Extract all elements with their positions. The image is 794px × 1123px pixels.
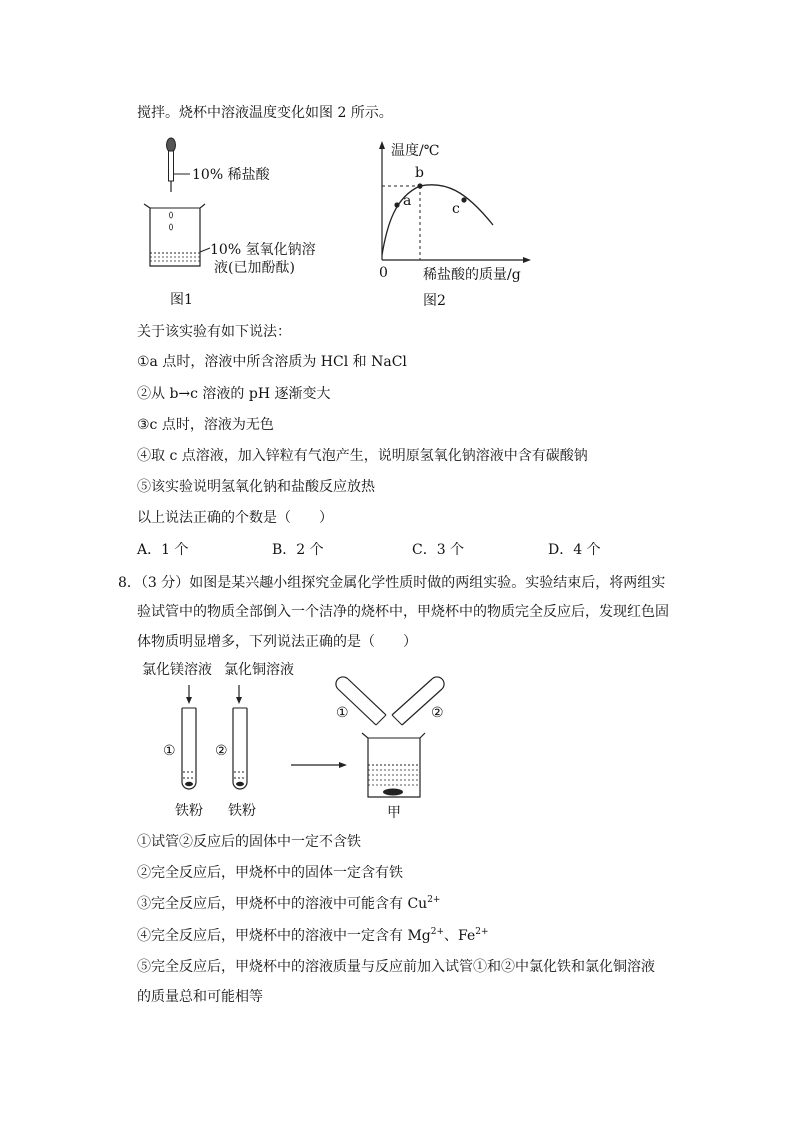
dropper-bulb (167, 138, 176, 152)
tube-2-marker: ② (215, 743, 228, 759)
q8-stem-line2: 验试管中的物质全部倒入一个洁净的烧杯中，甲烧杯中的物质完全反应后，发现红色固 (137, 604, 669, 620)
q8-statement-5-line2: 的质量总和可能相等 (137, 989, 263, 1005)
beaker-label: 甲 (387, 805, 401, 821)
q8-statement-2: ②完全反应后，甲烧杯中的固体一定含有铁 (137, 865, 403, 881)
point-c (461, 197, 466, 202)
q8-statement-4: ④完全反应后，甲烧杯中的溶液中一定含有 $Mg^{2+}$、$Fe^{2+}$ (137, 927, 489, 944)
test-tube-1 (182, 708, 196, 789)
q8-stem-line3: 体物质明显增多，下列说法正确的是（ ） (137, 634, 417, 650)
fig1-caption: 图1 (170, 292, 193, 308)
beaker-solid (383, 789, 403, 796)
point-b (417, 183, 422, 188)
q7-question: 以上说法正确的个数是（ ） (137, 510, 333, 526)
q8-statement-3: ③完全反应后，甲烧杯中的溶液中可能含有 $Cu^{2+}$ (137, 895, 441, 912)
point-b-label: b (415, 165, 424, 181)
q7-option-d: D．4 个 (548, 542, 601, 558)
pour-marker-2: ② (431, 705, 444, 721)
base-label-line1: 10% 氢氧化钠溶 (210, 242, 316, 258)
figure-q8 (135, 655, 465, 825)
q8-statement-1: ①试管②反应后的固体中一定不含铁 (137, 834, 361, 850)
q7-option-a: A．1 个 (137, 542, 189, 558)
q8-stem-line1: 8．（3 分）如图是某兴趣小组探究金属化学性质时做的两组实验。实验结束后，将两组实 (118, 575, 666, 591)
origin-label: 0 (379, 265, 388, 281)
q7-statement-2: ②从 b→c 溶液的 pH 逐渐变大 (137, 386, 331, 402)
reagent-1-label: 氯化镁溶液 (142, 662, 212, 678)
acid-label: 10% 稀盐酸 (192, 167, 270, 183)
x-axis-label: 稀盐酸的质量/g (423, 267, 521, 283)
point-c-label: c (452, 201, 460, 217)
q7-intro: 搅拌。烧杯中溶液温度变化如图 2 所示。 (137, 105, 393, 121)
y-axis-label: 温度/℃ (391, 143, 440, 159)
figure-2 (365, 135, 535, 315)
point-a-label: a (403, 193, 412, 209)
q7-option-c: C．3 个 (412, 542, 465, 558)
pour-marker-1: ① (336, 705, 349, 721)
dropper-tube (169, 151, 174, 181)
q7-statement-4: ④取 c 点溶液，加入锌粒有气泡产生，说明原氢氧化钠溶液中含有碳酸钠 (137, 448, 588, 464)
q7-statement-5: ⑤该实验说明氢氧化钠和盐酸反应放热 (137, 479, 375, 495)
tube-1-content: 铁粉 (175, 803, 203, 819)
reagent-2-label: 氯化铜溶液 (224, 662, 294, 678)
tube-2-content: 铁粉 (228, 803, 256, 819)
q7-option-b: B．2 个 (272, 542, 324, 558)
fig2-caption: 图2 (423, 293, 446, 309)
q7-statement-1: ①a 点时，溶液中所含溶质为 HCl 和 NaCl (137, 354, 407, 370)
q7-statement-3: ③c 点时，溶液为无色 (137, 417, 274, 433)
tube-1-marker: ① (163, 743, 176, 759)
q8-statement-5-line1: ⑤完全反应后，甲烧杯中的溶液质量与反应前加入试管①和②中氯化铁和氯化铜溶液 (137, 959, 655, 975)
test-tube-2 (233, 708, 247, 789)
base-label-line2: 液(已加酚酞) (214, 260, 295, 276)
point-a (394, 202, 399, 207)
q7-lead: 关于该实验有如下说法： (137, 324, 291, 340)
temperature-curve (382, 185, 493, 255)
figure-1 (130, 130, 330, 320)
